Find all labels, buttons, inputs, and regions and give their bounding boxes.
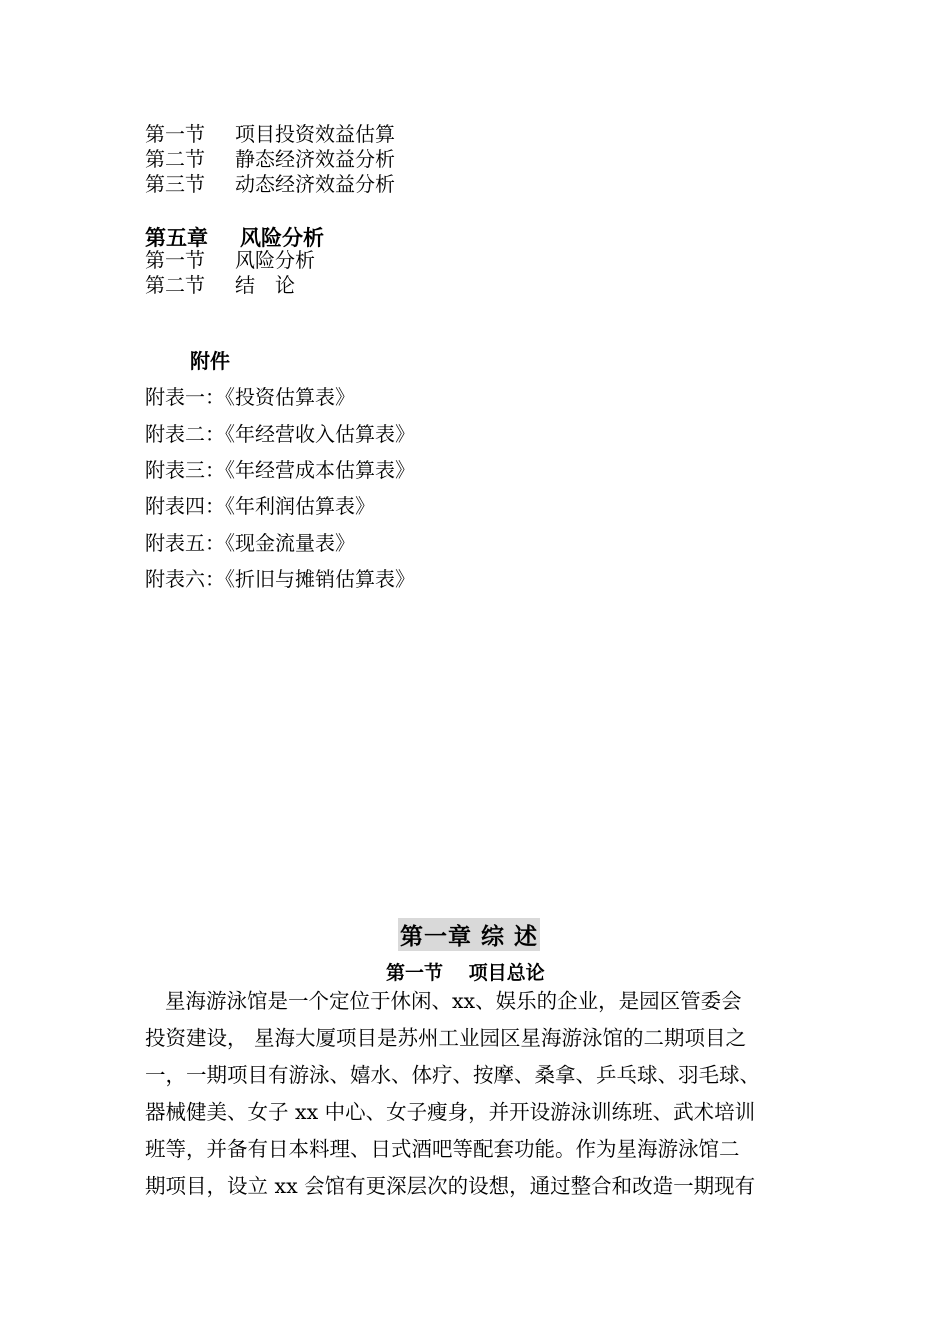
toc-section-number: 第一节 bbox=[145, 248, 205, 272]
paragraph-line: 期项目，设立 xx 会馆有更深层次的设想，通过整合和改造一期现有 bbox=[145, 1174, 756, 1198]
appendix-item: 附表四：《年利润估算表》 bbox=[145, 494, 375, 518]
toc-entry bbox=[145, 273, 295, 298]
chapter-title: 第一章 综 述 bbox=[398, 918, 540, 951]
toc-chapter-number: 第五章 bbox=[145, 226, 208, 250]
paragraph-line: 一，一期项目有游泳、嬉水、体疗、按摩、桑拿、乒乓球、羽毛球、 bbox=[145, 1063, 760, 1087]
toc-chapter-title: 风险分析 bbox=[240, 226, 324, 250]
appendix-item: 附表一：《投资估算表》 bbox=[145, 385, 355, 409]
toc-section-title: 结 论 bbox=[235, 273, 295, 297]
toc-section-title: 风险分析 bbox=[235, 248, 315, 272]
toc-section-title: 项目投资效益估算 bbox=[235, 122, 395, 146]
section-title: 第一节 项目总论 bbox=[386, 962, 545, 984]
toc-entry bbox=[145, 248, 315, 273]
appendix-item: 附表五：《现金流量表》 bbox=[145, 531, 355, 555]
toc-section-number: 第一节 bbox=[145, 122, 205, 146]
toc-entry bbox=[145, 122, 395, 147]
toc-section-title: 静态经济效益分析 bbox=[235, 147, 395, 171]
appendix-item: 附表六：《折旧与摊销估算表》 bbox=[145, 567, 415, 591]
paragraph-line: 星海游泳馆是一个定位于休闲、xx、娱乐的企业，是园区管委会 bbox=[165, 989, 742, 1013]
toc-section-title: 动态经济效益分析 bbox=[235, 172, 395, 196]
appendix-heading: 附件 bbox=[190, 349, 230, 373]
appendix-item: 附表三：《年经营成本估算表》 bbox=[145, 458, 415, 482]
paragraph-line: 班等，并备有日本料理、日式酒吧等配套功能。作为星海游泳馆二 bbox=[145, 1137, 740, 1161]
appendix-item: 附表二：《年经营收入估算表》 bbox=[145, 422, 415, 446]
toc-entry bbox=[145, 172, 395, 197]
toc-section-number: 第二节 bbox=[145, 273, 205, 297]
toc-section-number: 第三节 bbox=[145, 172, 205, 196]
toc-section-number: 第二节 bbox=[145, 147, 205, 171]
paragraph-line: 投资建设， 星海大厦项目是苏州工业园区星海游泳馆的二期项目之 bbox=[145, 1026, 747, 1050]
paragraph-line: 器械健美、女子 xx 中心、女子瘦身，并开设游泳训练班、武术培训 bbox=[145, 1100, 756, 1124]
toc-entry bbox=[145, 147, 395, 172]
